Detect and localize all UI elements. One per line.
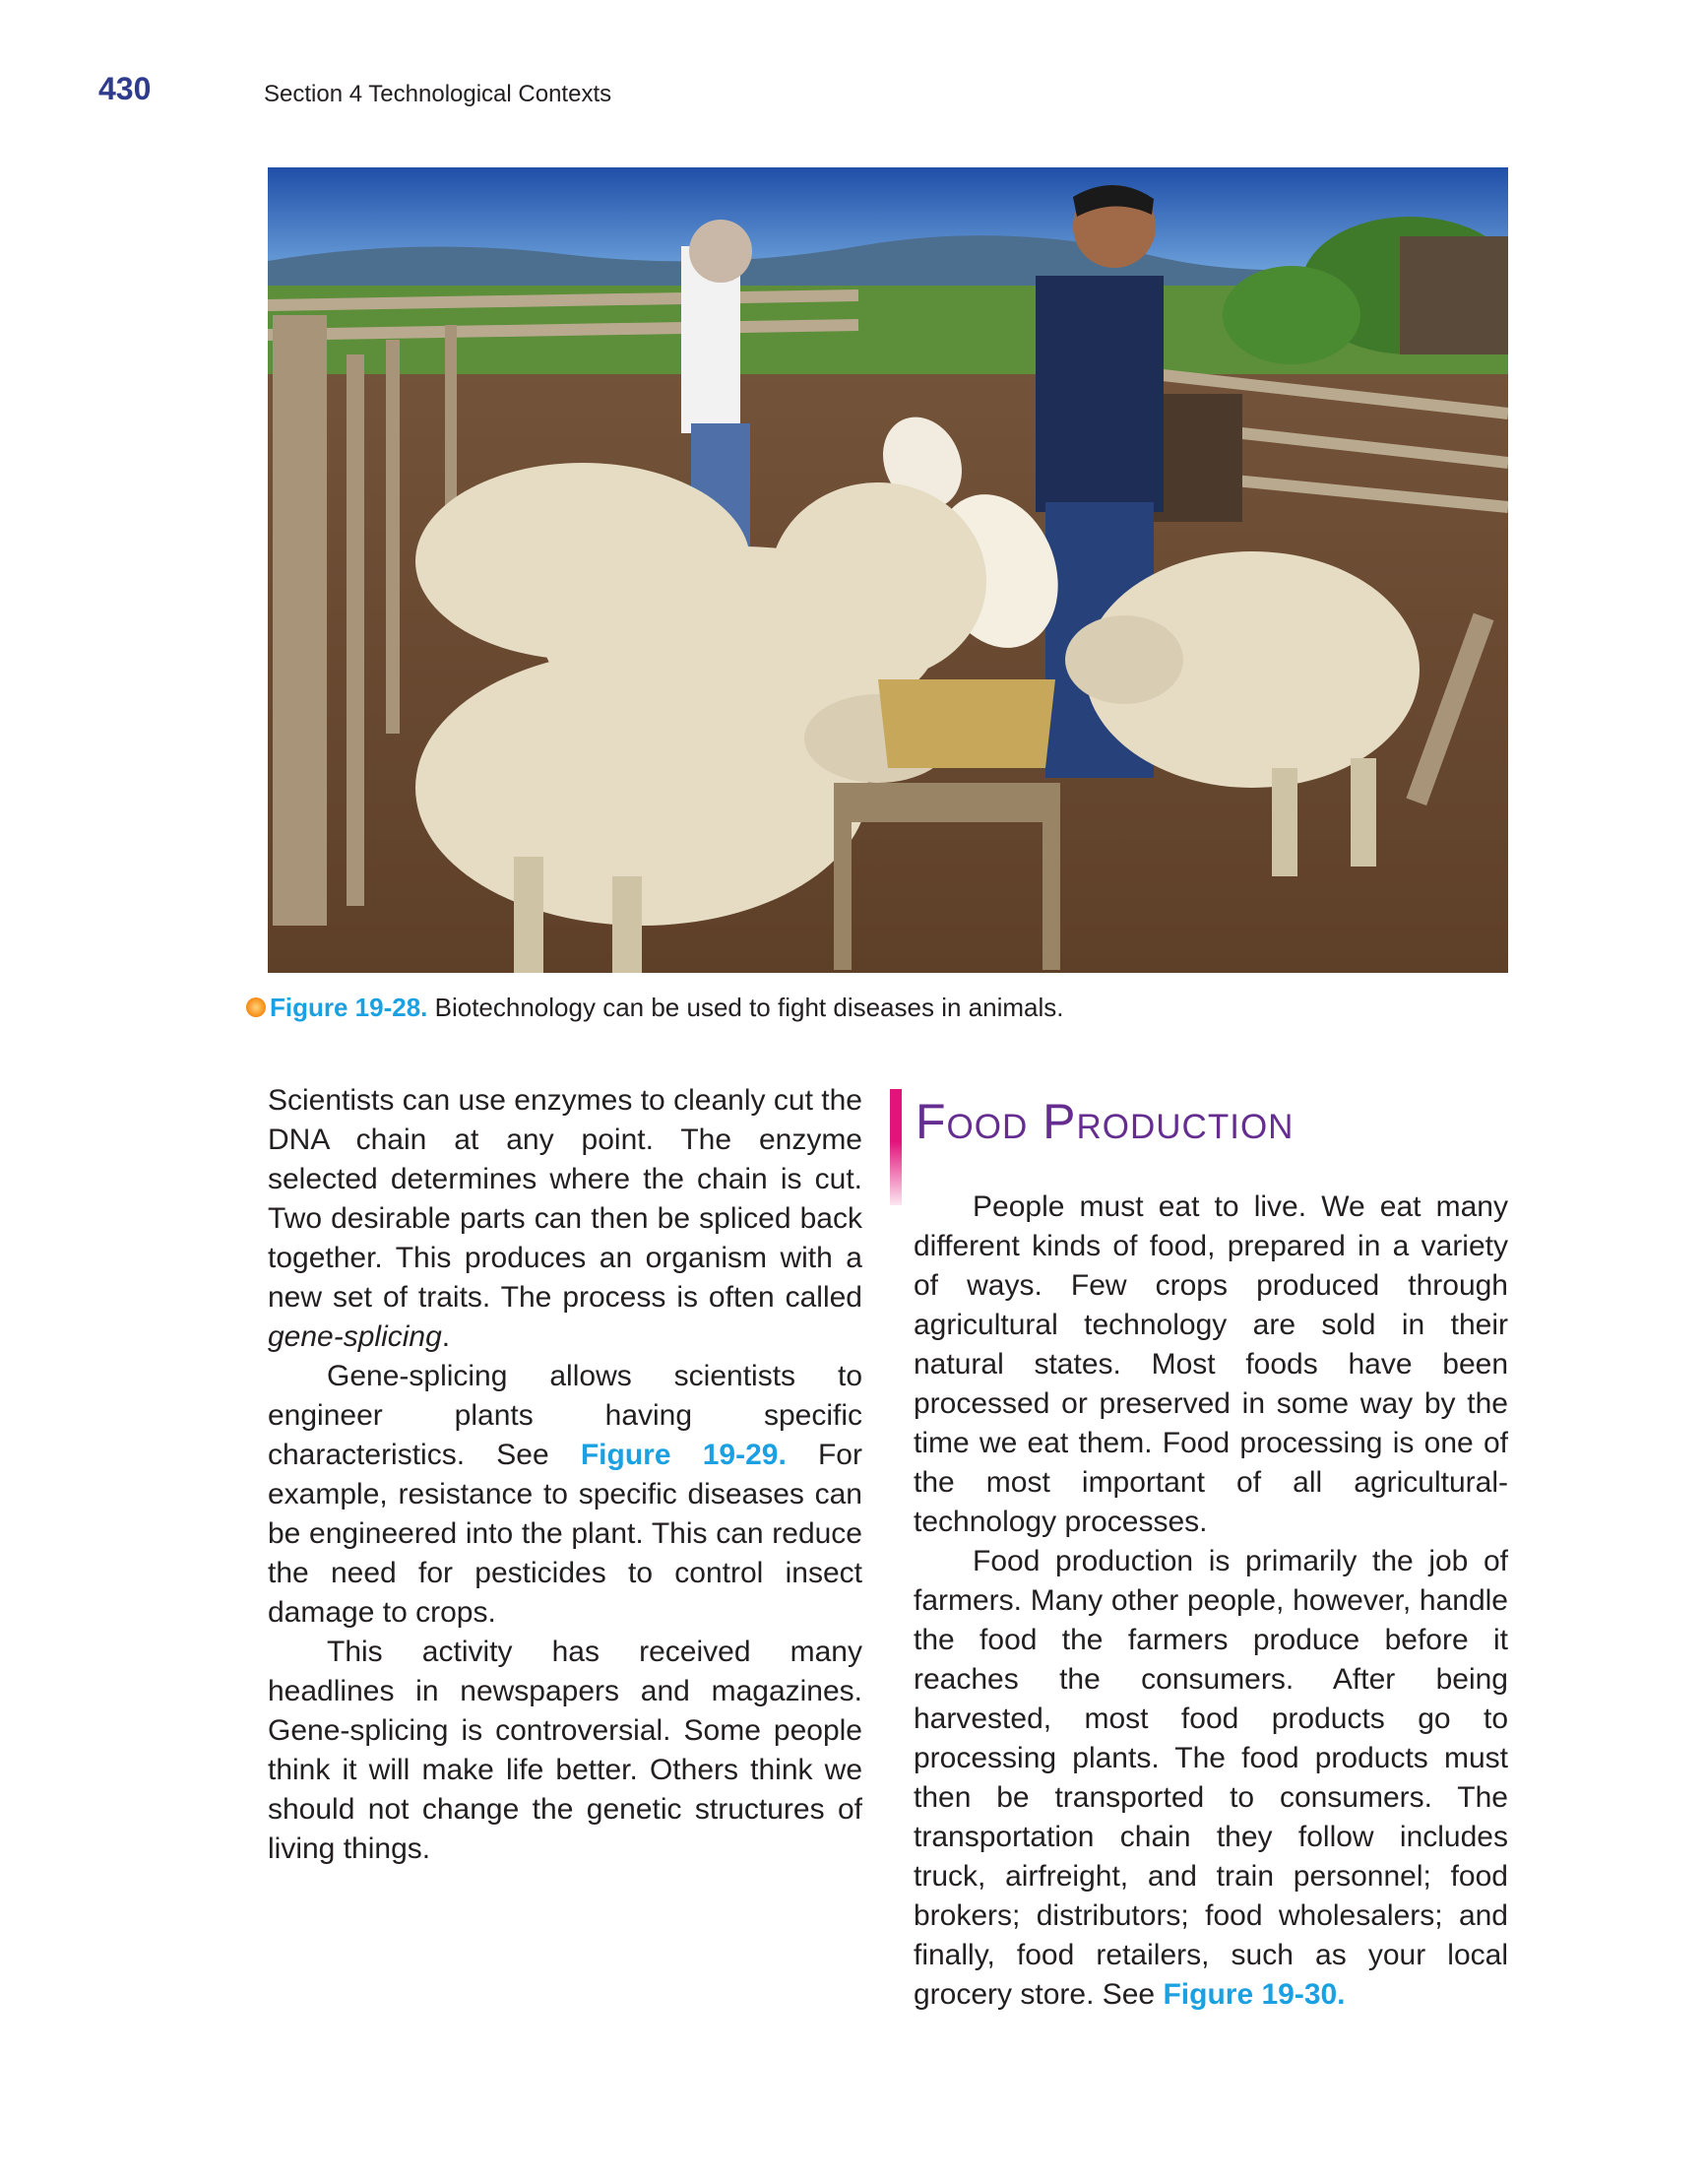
figure-photo-sheep-feeding bbox=[268, 167, 1508, 973]
paragraph-text: Scientists can use enzymes to cleanly cut the DNA chain at any point. The enzyme selected determines where the chain is cut. Two desirable parts can then be spliced back together. This produces an organism with a new set of traits. The process is often called bbox=[268, 1084, 862, 1314]
paragraph-text: Food production is primarily the job of farmers. Many other people, however, handle the food the farmers produce before it reaches the consumers. After being harvested, most food products go to processing plants. The food products must then be transported to consumers. The transportation chain they follow includes truck, airfreight, and train personnel; food brokers; distributors; food wholesalers; and finally, food retailers, such as your local grocery store. See bbox=[914, 1545, 1508, 2011]
paragraph bbox=[914, 1542, 1508, 2015]
paragraph-text: Gene-splicing allows scientists to engineer plants having specific characteristics. See bbox=[268, 1360, 862, 1471]
caption-bullet-icon bbox=[246, 997, 266, 1017]
emphasized-term: gene-splicing bbox=[268, 1320, 442, 1353]
figure-link[interactable]: Figure 19-30. bbox=[1163, 1978, 1346, 2011]
left-column bbox=[268, 1081, 862, 1869]
paragraph bbox=[268, 1357, 862, 1633]
heading-accent-bar bbox=[890, 1089, 902, 1205]
paragraph: People must eat to live. We eat many different kinds of food, prepared in a variety of ways. Few crops produced through agricultural technology are sold in their natural states. Most foods have been processed or preserved in some way by the time we eat them. Food processing is one of the most important of all agricultural-technology processes. bbox=[914, 1190, 1508, 1538]
section-heading: Food Production bbox=[916, 1094, 1295, 1149]
paragraph-text: For example, resistance to specific diseases can be engineered into the plant. This can reduce the need for pesticides to control insect damage to crops. bbox=[268, 1439, 862, 1629]
paragraph: This activity has received many headlines in newspapers and magazines. Gene-splicing is controversial. Some people think it will make life better. Others think we should not change the genetic structures of living things. bbox=[268, 1636, 862, 1865]
page-number: 430 bbox=[98, 71, 152, 106]
figure-caption bbox=[246, 993, 1526, 1023]
figure-ref: Figure 19-28. bbox=[270, 993, 428, 1022]
section-title: Section 4 Technological Contexts bbox=[264, 81, 612, 107]
figure-caption-text: Biotechnology can be used to fight diseases in animals. bbox=[427, 993, 1064, 1022]
figure-link[interactable]: Figure 19-29. bbox=[580, 1439, 787, 1471]
paragraph bbox=[268, 1081, 862, 1357]
paragraph-text: . bbox=[441, 1320, 451, 1353]
right-column bbox=[914, 1188, 1508, 2015]
